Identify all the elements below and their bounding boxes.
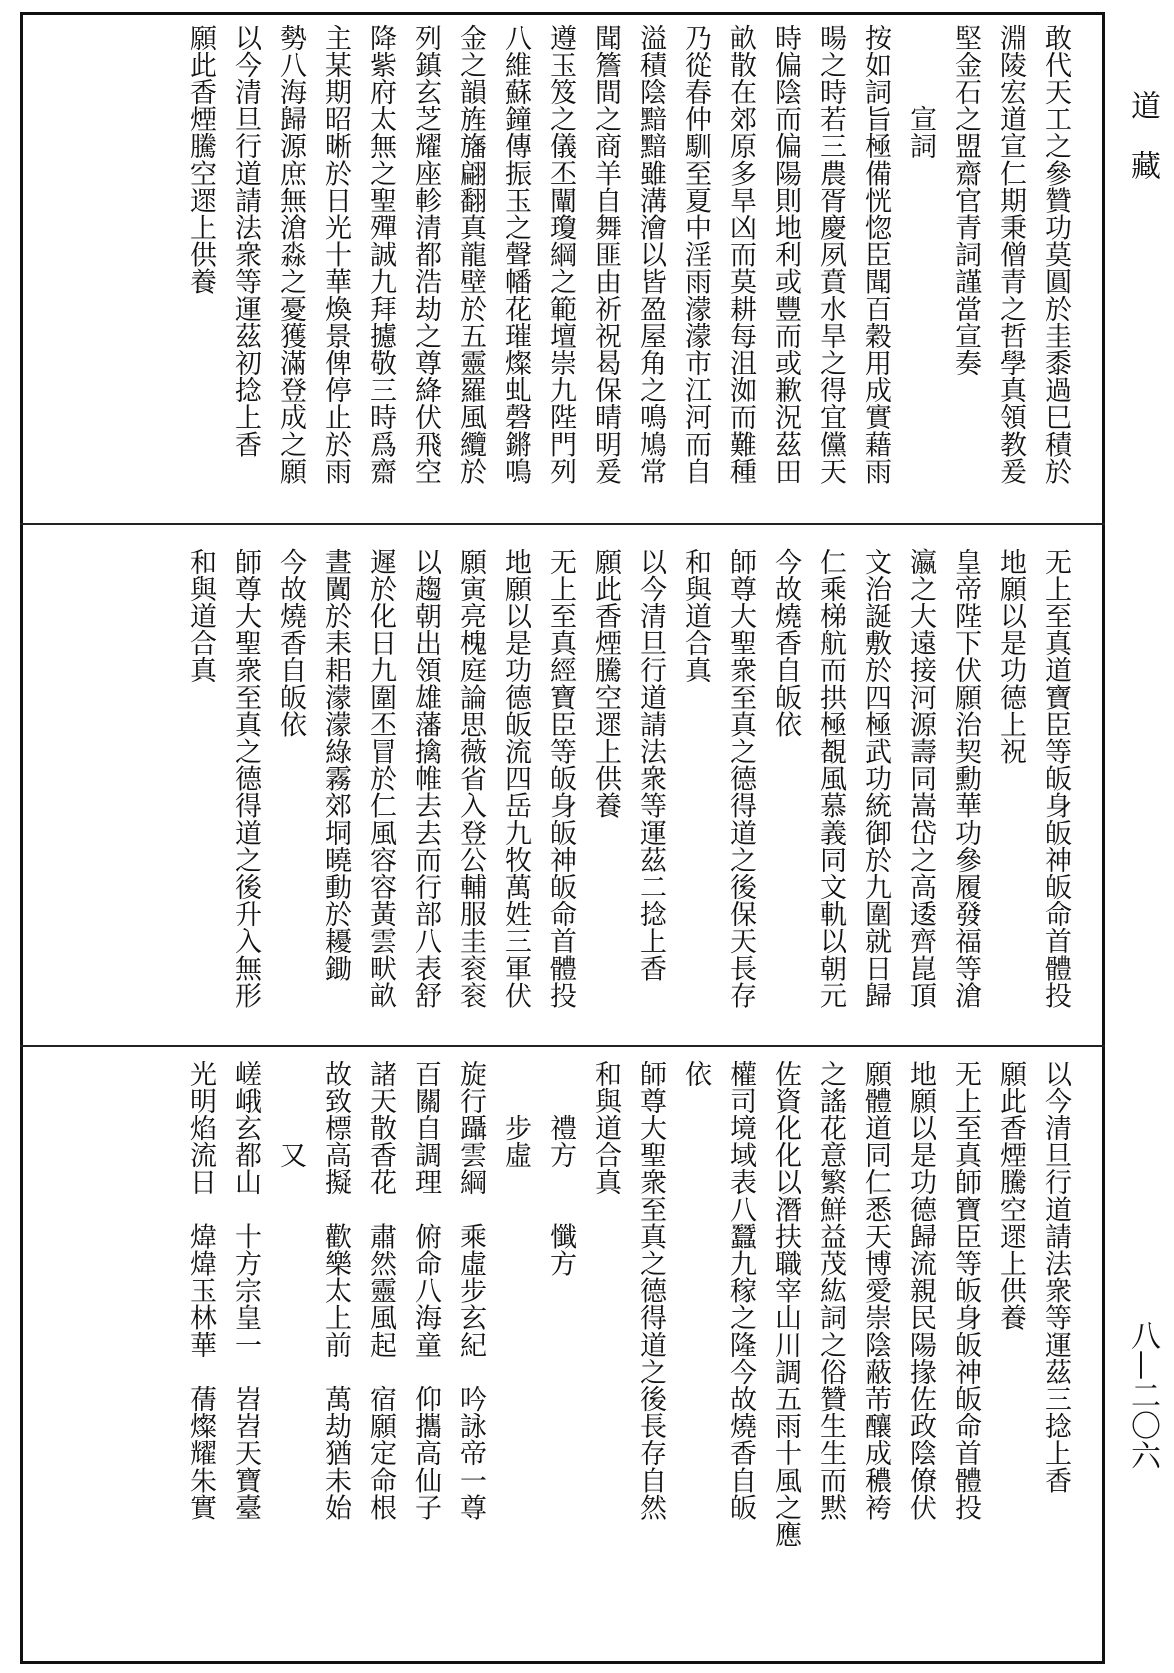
- text-column: 地願以是功德上祝: [995, 548, 1026, 765]
- band-divider: [20, 1045, 1105, 1047]
- text-column: 禮方 懺方: [545, 1060, 576, 1277]
- text-column: 師尊大聖衆至真之德得道之後長存自然: [635, 1060, 666, 1521]
- text-column: 文治誕敷於四極武功統御於九圍就日歸: [860, 548, 891, 1009]
- text-column: 又: [275, 1060, 306, 1169]
- text-column: 和與道合真: [590, 1060, 621, 1196]
- text-column: 乃從春仲馴至夏中淫雨濛濛市江河而自: [680, 24, 711, 485]
- band-divider: [20, 523, 1105, 525]
- text-band-bottom: [78, 1060, 1078, 1655]
- text-column: 堅金石之盟齋官青詞謹當宣奏: [950, 24, 981, 377]
- margin-page-number: 八—二〇六: [1125, 1320, 1160, 1470]
- text-column: 今故燒香自皈依: [770, 548, 801, 738]
- text-column: 金之韻旌旛翩翻真龍壁於五靈羅風纜於: [455, 24, 486, 485]
- text-column: 師尊大聖衆至真之德得道之後保天長存: [725, 548, 756, 1009]
- text-column: 以今清旦行道請法衆等運茲三捻上香: [1040, 1060, 1071, 1494]
- text-column: 佐資化化以潛扶職宰山川調五雨十風之應: [770, 1060, 801, 1548]
- text-column: 降紫府太無之聖殫誠九拜攄敬三時爲齋: [365, 24, 396, 485]
- text-column: 和與道合真: [185, 548, 216, 684]
- text-column: 聞簷間之商羊自舞匪由祈祝曷保晴明爰: [590, 24, 621, 485]
- text-column: 皇帝陛下伏願治契勳華功參履發福等滄: [950, 548, 981, 1009]
- text-column: 遵玉笈之儀丕闡瓊綱之範壇崇九陛門列: [545, 24, 576, 485]
- text-column: 願此香煙騰空遝上供養: [590, 548, 621, 819]
- text-column: 地願以是功德皈流四岳九牧萬姓三軍伏: [500, 548, 531, 1009]
- text-column: 權司境域表八蠶九稼之隆今故燒香自皈: [725, 1060, 756, 1521]
- text-column: 故致標高擬 歡樂太上前 萬劫猶未始: [320, 1060, 351, 1521]
- text-column: 暘之時若三農胥慶夙賁水旱之得宜儻天: [815, 24, 846, 485]
- text-column: 敢代天工之參贊功莫圓於圭黍過巳積於: [1040, 24, 1071, 485]
- text-column: 晝闐於耒耜濛濛綠霧郊垌曉動於耰鋤: [320, 548, 351, 982]
- text-column: 依: [680, 1060, 711, 1088]
- text-column: 宣詞: [905, 24, 936, 160]
- text-column: 瀛之大遠接河源壽同嵩岱之高逶齊崑頂: [905, 548, 936, 1009]
- text-column: 以今清旦行道請法衆等運茲二捻上香: [635, 548, 666, 982]
- text-column: 以今清旦行道請法衆等運茲初捻上香: [230, 24, 261, 458]
- text-band-middle: [78, 548, 1078, 1038]
- text-column: 諸天散香花 肅然靈風起 宿願定命根: [365, 1060, 396, 1521]
- text-column: 遲於化日九圍丕冒於仁風容容黃雲畎畝: [365, 548, 396, 1009]
- text-column: 願寅亮槐庭論思薇省入登公輔服圭衮衮: [455, 548, 486, 1009]
- text-column: 百關自調理 俯命八海童 仰攜高仙子: [410, 1060, 441, 1521]
- text-column: 八維蘇鐘傳振玉之聲幡花璀燦虬磬鏘鳴: [500, 24, 531, 485]
- margin-title: 道 藏: [1125, 90, 1160, 180]
- text-column: 步虛: [500, 1060, 531, 1169]
- column-container: [78, 24, 1078, 519]
- text-column: 和與道合真: [680, 548, 711, 684]
- text-column: 旋行躡雲綱 乘虛步玄紀 吟詠帝一尊: [455, 1060, 486, 1521]
- text-column: 按如詞旨極備恍惚臣聞百穀用成實藉雨: [860, 24, 891, 485]
- text-column: 畝散在郊原多旱凶而莫耕每沮洳而難種: [725, 24, 756, 485]
- text-column: 列鎮玄芝耀座軫清都浩劫之尊絳伏飛空: [410, 24, 441, 485]
- text-column: 光明焰流日 煒煒玉林華 蒨燦耀朱實: [185, 1060, 216, 1521]
- text-column: 今故燒香自皈依: [275, 548, 306, 738]
- text-column: 仁乘梯航而拱極覩風慕義同文軌以朝元: [815, 548, 846, 1009]
- text-column: 願此香煙騰空遝上供養: [995, 1060, 1026, 1331]
- text-column: 溢積陰黯黯雖溝澮以皆盈屋角之鳴鳩常: [635, 24, 666, 485]
- text-column: 之謠花意繁鮮益茂紘詞之俗贊生生而黙: [815, 1060, 846, 1521]
- text-column: 勢八海歸源庶無滄淼之憂獲滿登成之願: [275, 24, 306, 485]
- text-column: 以趨朝出領雄藩擒帷去去而行部八表舒: [410, 548, 441, 1009]
- text-column: 无上至真師寶臣等皈身皈神皈命首體投: [950, 1060, 981, 1521]
- text-band-top: [78, 24, 1078, 519]
- column-container: [78, 1060, 1078, 1655]
- text-column: 嵯峨玄都山 十方宗皇一 岧岧天寶臺: [230, 1060, 261, 1521]
- text-column: 地願以是功德歸流親民陽掾佐政陰僚伏: [905, 1060, 936, 1521]
- column-container: [78, 548, 1078, 1038]
- text-column: 願體道同仁悉天博愛崇陰蔽芾釀成穠袴: [860, 1060, 891, 1521]
- text-column: 无上至真道寶臣等皈身皈神皈命首體投: [1040, 548, 1071, 1009]
- text-column: 主某期昭晰於日光十華煥景俾停止於雨: [320, 24, 351, 485]
- text-column: 時偏陰而偏陽則地利或豐而或歉況茲田: [770, 24, 801, 485]
- text-column: 无上至真經寶臣等皈身皈神皈命首體投: [545, 548, 576, 1009]
- text-column: 淵陵宏道宣仁期秉僧青之哲學真領教爰: [995, 24, 1026, 485]
- text-column: 師尊大聖衆至真之德得道之後升入無形: [230, 548, 261, 1009]
- text-column: 願此香煙騰空遝上供養: [185, 24, 216, 295]
